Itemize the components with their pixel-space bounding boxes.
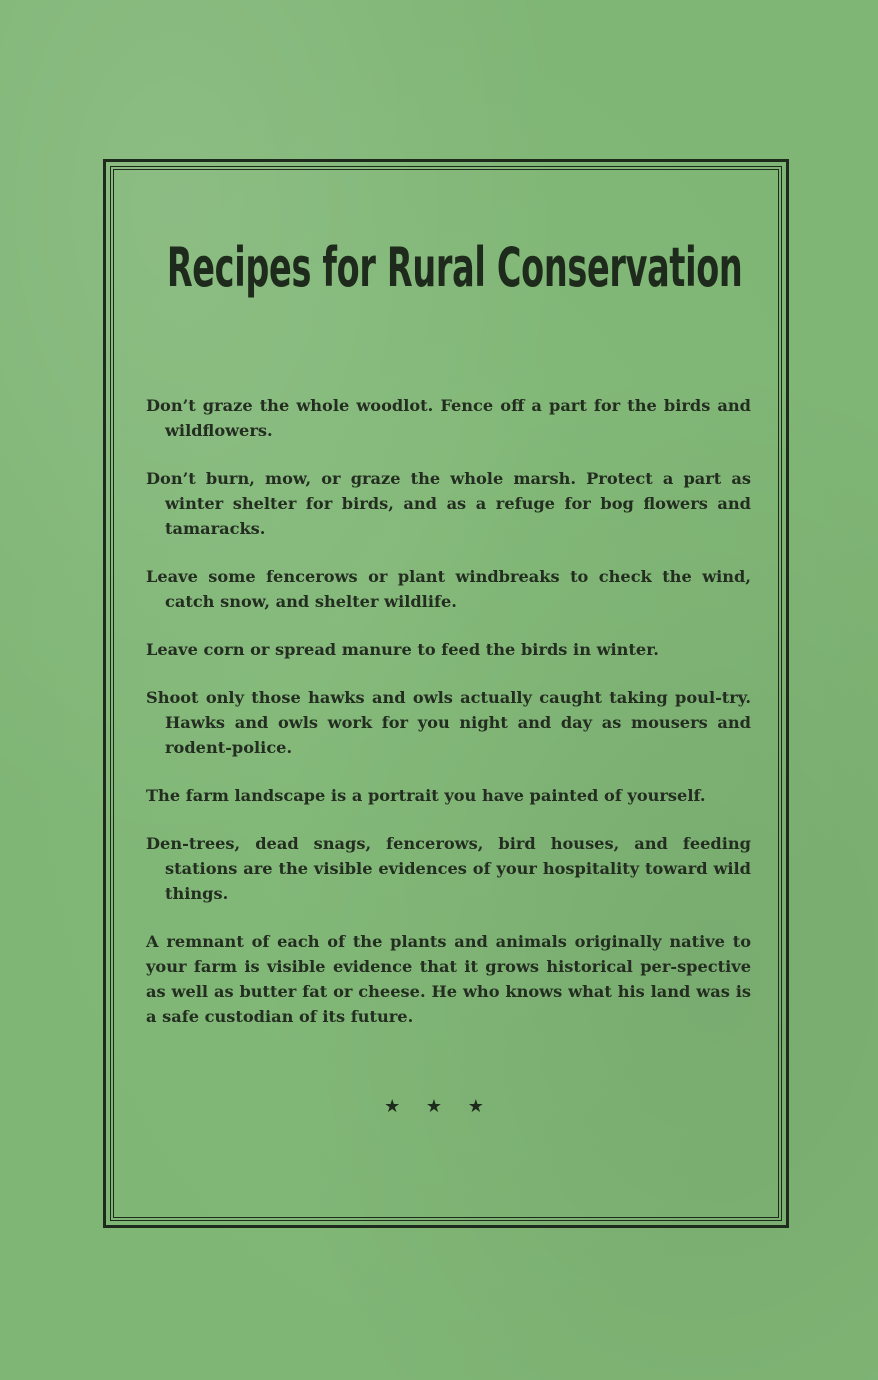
recipe-item: Don’t graze the whole woodlot. Fence off a part for the birds and wildflowers. <box>146 396 751 440</box>
recipe-item: The farm landscape is a portrait you have painted of yourself. <box>146 786 706 805</box>
recipe-item: Leave corn or spread manure to feed the birds in winter. <box>146 640 659 659</box>
page-title: Recipes for Rural Conservation <box>166 236 743 299</box>
recipe-item: A remnant of each of the plants and animals originally native to your farm is visible evidence that it grows historical per-spective as well as butter fat or cheese. He who knows what his land was is a safe custodian of its future. <box>146 932 751 1026</box>
recipe-item: Don’t burn, mow, or graze the whole marsh. Protect a part as winter shelter for birds, and as a refuge for bog flowers and tamaracks. <box>146 469 751 538</box>
recipe-item: Den-trees, dead snags, fencerows, bird houses, and feeding stations are the visible evidences of your hospitality toward wild things. <box>146 834 751 903</box>
star-ornament: ★ ★ ★ <box>384 1096 494 1117</box>
recipe-item: Leave some fencerows or plant windbreaks to check the wind, catch snow, and shelter wildlife. <box>146 567 751 611</box>
recipe-list <box>146 393 751 1052</box>
recipe-item: Shoot only those hawks and owls actually caught taking poul-try. Hawks and owls work for you night and day as mousers and rodent-police. <box>146 688 751 757</box>
